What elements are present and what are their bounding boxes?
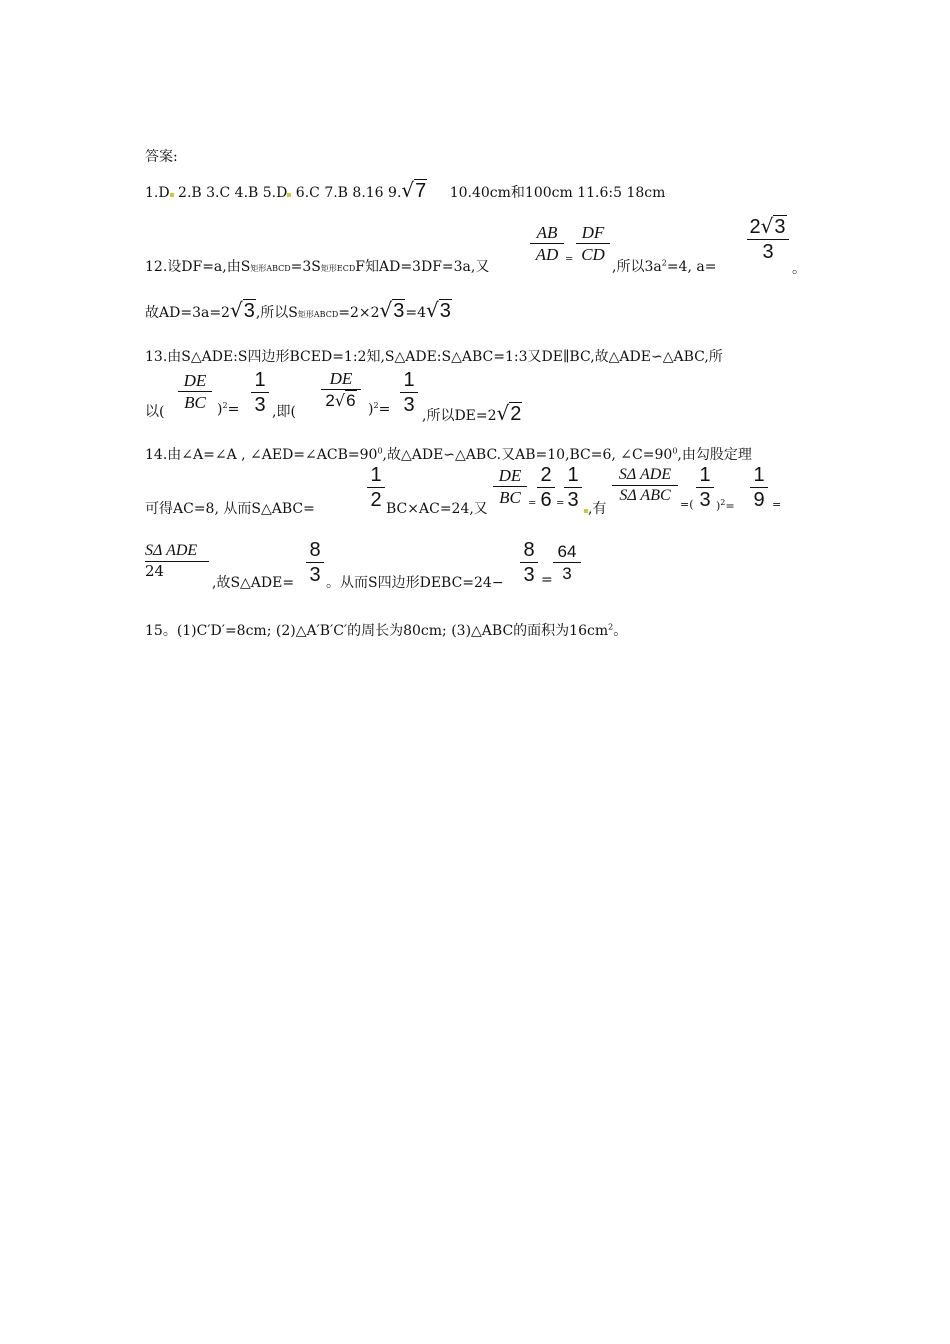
q14-lparen: =( — [680, 498, 694, 511]
q12-end-mark: 。 — [792, 261, 806, 277]
q12-fraction-df-cd: DF CD — [576, 224, 610, 263]
q12-text-b: =3S — [290, 259, 321, 275]
q14-equals-1: = — [528, 498, 537, 509]
q14-fraction-area-ratio: SΔ ADE SΔ ABC — [612, 467, 678, 504]
q14-fraction-8-3-a: 8 3 — [306, 540, 324, 585]
q14-fraction-1-2: 1 2 — [367, 465, 385, 510]
q14-fraction-1-3-a: 1 3 — [564, 465, 582, 510]
q13-ji: ,即( — [272, 404, 296, 420]
q14-rparen: )$^2$= — [716, 498, 735, 513]
q14-equals-4: = — [541, 572, 553, 588]
answers-2-5: 2.B 3.C 4.B 5.D — [173, 185, 288, 201]
radical-sign-icon: √ — [496, 401, 510, 425]
q12-text-d: ,所以$3a^2=4$, a= — [612, 258, 717, 275]
radical-sign-icon: √ — [229, 298, 243, 322]
q14-you: ,有 — [584, 498, 606, 518]
q14-line-1: 14.由∠A=∠A , $\angle AED=\angle ACB=90^0$,故△ADE∽△ABC.又AB=10,BC=6, $\angle C=90^0$,由勾股定理 — [145, 446, 752, 463]
q13-tail: ,所以DE=2√2 — [422, 401, 522, 425]
sqrt-7: √7 — [401, 178, 427, 202]
q14-fraction-1-3-b: 1 3 — [696, 465, 714, 510]
sqrt-3: √3 — [379, 298, 405, 322]
q14-equals-2: = — [556, 498, 565, 509]
q14-equals-3: = — [772, 498, 782, 511]
q13-fraction-1-3-b: 1 3 — [400, 370, 418, 415]
q13-paren-1: )$^2$= — [217, 401, 240, 418]
q14-line-2a: 可得AC=8, 从而S△ABC= — [145, 501, 315, 517]
q13-line-1: 13.由S△ADE:S四边形BCED=1:2知,S△ADE:S△ABC=1:3又DE∥BC,故△ADE∽△ABC,所 — [145, 349, 723, 365]
sqrt-2: √2 — [496, 401, 522, 425]
q12-text-c: F知AD=3DF=3a,又 — [355, 259, 490, 275]
q14-line-3b: 。从而S四边形DEBC=24− — [326, 575, 504, 591]
answers-line-1 — [145, 178, 665, 203]
q12-line-1 — [145, 256, 489, 276]
answers-title: 答案: — [145, 149, 178, 165]
q14-fraction-de-bc: DE BC — [493, 467, 527, 506]
q15-line: 15。(1)C′D′=8cm; (2)△A′B′C′的周长为80cm; (3)△ABC的面积为$16cm^2$。 — [145, 622, 628, 639]
radical-sign-icon: √ — [426, 298, 439, 322]
radical-sign-icon: √ — [760, 214, 774, 238]
answers-6-9: 6.C 7.B 8.16 9. — [291, 185, 402, 201]
q13-fraction-de-bc: DE BC — [178, 372, 212, 411]
q14-fraction-1-9: 1 9 — [750, 465, 768, 510]
q13-paren-2: )$^2$= — [368, 401, 391, 418]
q13-fraction-de-2sqrt6: DE 2√6 — [321, 370, 361, 409]
q12-sub-2: 矩形ECD — [320, 264, 356, 273]
q12-sub-1: 矩形ABCD — [250, 264, 291, 273]
q14-fraction-2-6: 2 6 — [537, 465, 555, 510]
q14-fraction-area-24: SΔ ADE 24 — [145, 543, 209, 579]
q14-fraction-64-3: 64 3 — [553, 543, 581, 582]
q14-line-2b: BC×AC=24,又 — [386, 501, 488, 517]
radical-sign-icon: √ — [401, 178, 415, 202]
q14-line-3a: ,故S△ADE= — [212, 575, 295, 591]
q12-fraction-ab-ad: AB AD — [530, 224, 564, 263]
radical-sign-icon: √ — [334, 391, 346, 410]
sqrt-3: √3 — [426, 298, 451, 322]
q14-fraction-8-3-b: 8 3 — [520, 540, 538, 585]
answer-1: 1.D — [145, 185, 170, 201]
q12-text-a: 12.设DF=a,由S — [145, 259, 251, 275]
answers-10-11: 10.40cm和100cm 11.6:5 18cm — [449, 185, 666, 201]
q13-yi: 以( — [145, 404, 165, 420]
q12-equals: = — [565, 254, 574, 265]
q13-fraction-1-3-a: 1 3 — [251, 370, 269, 415]
radical-sign-icon: √ — [379, 298, 393, 322]
q12-answer-fraction: 2√3 3 — [747, 216, 789, 262]
q12-line-2: 故AD=3a=2√3,所以S矩形ABCD=2×2√3=4√3 — [145, 298, 451, 322]
sqrt-3: √3 — [229, 298, 255, 322]
